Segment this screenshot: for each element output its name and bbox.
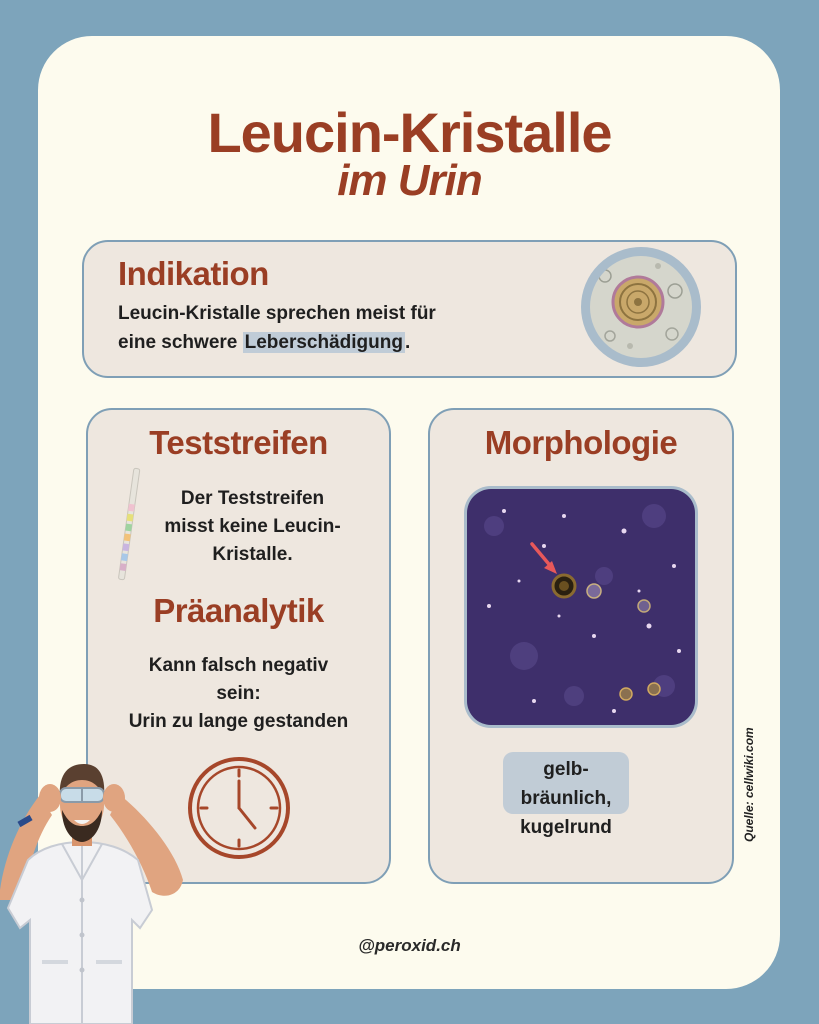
teststreifen-line: Der Teststreifen: [180, 488, 325, 509]
source-note: Quelle: cellwiki.com: [742, 727, 756, 842]
praeanalytik-heading: Präanalytik: [153, 592, 324, 629]
indikation-text: [118, 299, 436, 357]
indikation-line2-pre: eine schwere: [118, 332, 243, 353]
indikation-line1: Leucin-Kristalle sprechen meist für: [118, 303, 436, 324]
praeanalytik-text: [86, 652, 391, 736]
morphologie-text: [503, 755, 629, 842]
morphologie-line: gelb-bräunlich,: [520, 759, 612, 809]
teststreifen-line: misst keine Leucin-: [164, 516, 341, 537]
morphologie-line: kugelrund: [520, 817, 612, 838]
urine-sediment-micrograph: [464, 486, 698, 728]
indikation-line2-post: .: [404, 332, 411, 353]
indikation-highlight: Leberschädigung: [244, 332, 403, 353]
teststreifen-line: Kristalle.: [212, 544, 293, 565]
praeanalytik-line: sein:: [216, 683, 261, 704]
teststreifen-heading: Teststreifen: [149, 424, 328, 461]
urine-test-strip-icon: [116, 466, 142, 584]
clock-icon: [186, 755, 292, 861]
praeanalytik-line: Kann falsch negativ: [148, 655, 329, 676]
page-subtitle: im Urin: [337, 156, 482, 205]
morphologie-heading: Morphologie: [484, 424, 678, 461]
lab-technician-illustration: [0, 760, 190, 1024]
leucin-crystal-micrograph: [580, 246, 702, 368]
page-title: Leucin-Kristalle: [207, 101, 612, 164]
footer-handle: @peroxid.ch: [358, 936, 461, 955]
praeanalytik-line: Urin zu lange gestanden: [128, 711, 349, 732]
teststreifen-text: [140, 485, 365, 569]
indikation-heading: Indikation: [118, 255, 269, 292]
